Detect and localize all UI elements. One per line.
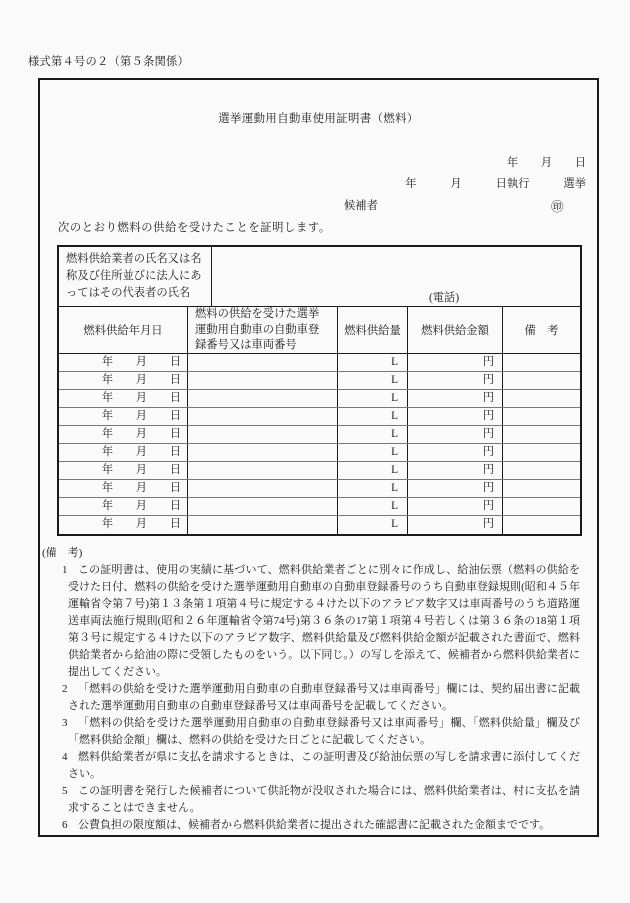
fuel-volume-cell: L [338, 444, 408, 461]
note-number: 4 [62, 751, 68, 763]
fuel-date-cell: 年 月 日 [59, 354, 188, 371]
registration-number-cell [188, 426, 338, 443]
note-item [42, 681, 580, 715]
table-row [59, 390, 580, 408]
fuel-volume-cell: L [338, 498, 408, 515]
fuel-date-cell: 年 月 日 [59, 408, 188, 425]
certification-statement: 次のとおり燃料の供給を受けたことを証明します。 [58, 222, 331, 234]
fuel-amount-cell: 円 [408, 426, 503, 443]
registration-number-cell [188, 444, 338, 461]
remarks-cell [503, 462, 580, 479]
table-row [59, 444, 580, 462]
remarks-cell [503, 354, 580, 371]
note-item [42, 562, 580, 681]
table-row [59, 372, 580, 390]
supplier-name-field [212, 247, 580, 306]
registration-number-cell [188, 372, 338, 389]
fuel-volume-cell: L [338, 354, 408, 371]
table-body [59, 354, 580, 534]
fuel-date-cell: 年 月 日 [59, 462, 188, 479]
table-row [59, 498, 580, 516]
remarks-cell [503, 480, 580, 497]
note-text: 燃料供給業者が県に支払を請求するときは、この証明書及び給油伝票の写しを請求書に添付してください。 [68, 751, 580, 780]
fuel-volume-cell: L [338, 372, 408, 389]
table-row [59, 480, 580, 498]
fuel-amount-cell: 円 [408, 372, 503, 389]
fuel-date-cell: 年 月 日 [59, 390, 188, 407]
fuel-amount-cell: 円 [408, 516, 503, 534]
table-row [59, 516, 580, 534]
fuel-amount-cell: 円 [408, 480, 503, 497]
issue-date-line: 年 月 日 [506, 157, 586, 169]
remarks-cell [503, 426, 580, 443]
note-text: 公費負担の限度額は、候補者から燃料供給業者に提出された確認書に記載された金額までです。 [78, 819, 551, 831]
fuel-volume-cell: L [338, 462, 408, 479]
remarks-cell [503, 444, 580, 461]
notes-heading: (備 考) [42, 547, 83, 559]
registration-number-cell [188, 480, 338, 497]
header-fuel-volume: 燃料供給量 [338, 307, 408, 353]
registration-number-cell [188, 354, 338, 371]
phone-label: (電話) [429, 292, 460, 304]
note-item [42, 817, 580, 834]
fuel-date-cell: 年 月 日 [59, 498, 188, 515]
fuel-amount-cell: 円 [408, 462, 503, 479]
fuel-amount-cell: 円 [408, 498, 503, 515]
note-number: 1 [62, 564, 68, 576]
remarks-cell [503, 390, 580, 407]
fuel-date-cell: 年 月 日 [59, 444, 188, 461]
note-number: 3 [62, 717, 68, 729]
election-date-line: 年 月 日執行 選挙 [405, 178, 586, 190]
candidate-line [40, 197, 597, 213]
document-title: 選挙運動用自動車使用証明書（燃料） [218, 113, 419, 125]
fuel-volume-cell: L [338, 390, 408, 407]
registration-number-cell [188, 498, 338, 515]
registration-number-cell [188, 516, 338, 534]
table-row [59, 354, 580, 372]
supplier-info-row [59, 247, 580, 307]
header-fuel-date: 燃料供給年月日 [59, 307, 188, 353]
fuel-volume-cell: L [338, 480, 408, 497]
remarks-cell [503, 408, 580, 425]
fuel-date-cell: 年 月 日 [59, 480, 188, 497]
note-item [42, 749, 580, 783]
registration-number-cell [188, 462, 338, 479]
registration-number-cell [188, 408, 338, 425]
note-number: 2 [62, 683, 68, 695]
remarks-cell [503, 498, 580, 515]
fuel-amount-cell: 円 [408, 354, 503, 371]
fuel-volume-cell: L [338, 408, 408, 425]
seal-mark-icon: ㊞ [551, 200, 564, 214]
fuel-date-cell: 年 月 日 [59, 516, 188, 534]
fuel-supply-table [57, 245, 582, 536]
table-header-row [59, 307, 580, 354]
header-registration-number: 燃料の供給を受けた選挙運動用自動車の自動車登録番号又は車両番号 [188, 307, 338, 353]
fuel-date-cell: 年 月 日 [59, 426, 188, 443]
note-number: 5 [62, 785, 68, 797]
fuel-volume-cell: L [338, 426, 408, 443]
notes-section [42, 545, 580, 834]
header-remarks: 備 考 [524, 325, 559, 337]
note-item [42, 715, 580, 749]
note-text: 「燃料の供給を受けた選挙運動用自動車の自動車登録番号又は車両番号」欄、「燃料供給量」欄及び「燃料供給金額」欄は、燃料の供給を受けた日ごとに記載してください。 [68, 717, 580, 746]
table-row [59, 462, 580, 480]
note-number: 6 [62, 819, 68, 831]
candidate-label: 候補者 [344, 200, 378, 212]
table-row [59, 426, 580, 444]
fuel-amount-cell: 円 [408, 408, 503, 425]
remarks-cell [503, 516, 580, 534]
supplier-name-label: 燃料供給業者の氏名又は名称及び住所並びに法人にあってはその代表者の氏名 [59, 247, 212, 306]
fuel-date-cell: 年 月 日 [59, 372, 188, 389]
note-text: 「燃料の供給を受けた選挙運動用自動車の自動車登録番号又は車両番号」欄には、契約届出書に記載された選挙運動用自動車の自動車登録番号又は車両番号を記載してください。 [68, 683, 580, 712]
form-number-label: 様式第４号の２（第５条関係） [28, 56, 189, 68]
remarks-cell [503, 372, 580, 389]
fuel-volume-cell: L [338, 516, 408, 534]
note-text: この証明書は、使用の実績に基づいて、燃料供給業者ごとに別々に作成し、給油伝票（燃料の供給を受けた日付、燃料の供給を受けた選挙運動用自動車の自動車登録番号のうち自動車登録規則(昭和４５年運輸省令第７号)第１３条第１項第４号に規定する４けた以下のアラビア数字又は車両番号のうち道路運送車両法施行規則(昭和２６年運輸省令第74号)第３６条の17第１項第４号若しくは第３６条の18第１項第３号に規定する４けた以下のアラビア数字、燃料供給量及び燃料供給金額が記載された書面で、燃料供給業者から給油の際に受領したものをいう。以下同じ。）の写しを添えて、候補者から燃料供給業者に提出してください。 [68, 564, 580, 678]
note-item [42, 783, 580, 817]
fuel-amount-cell: 円 [408, 444, 503, 461]
note-text: この証明書を発行した候補者について供託物が没収された場合には、燃料供給業者は、村に支払を請求することはできません。 [68, 785, 580, 814]
certificate-box [38, 78, 599, 837]
registration-number-cell [188, 390, 338, 407]
header-fuel-amount: 燃料供給金額 [408, 307, 503, 353]
table-row [59, 408, 580, 426]
fuel-amount-cell: 円 [408, 390, 503, 407]
